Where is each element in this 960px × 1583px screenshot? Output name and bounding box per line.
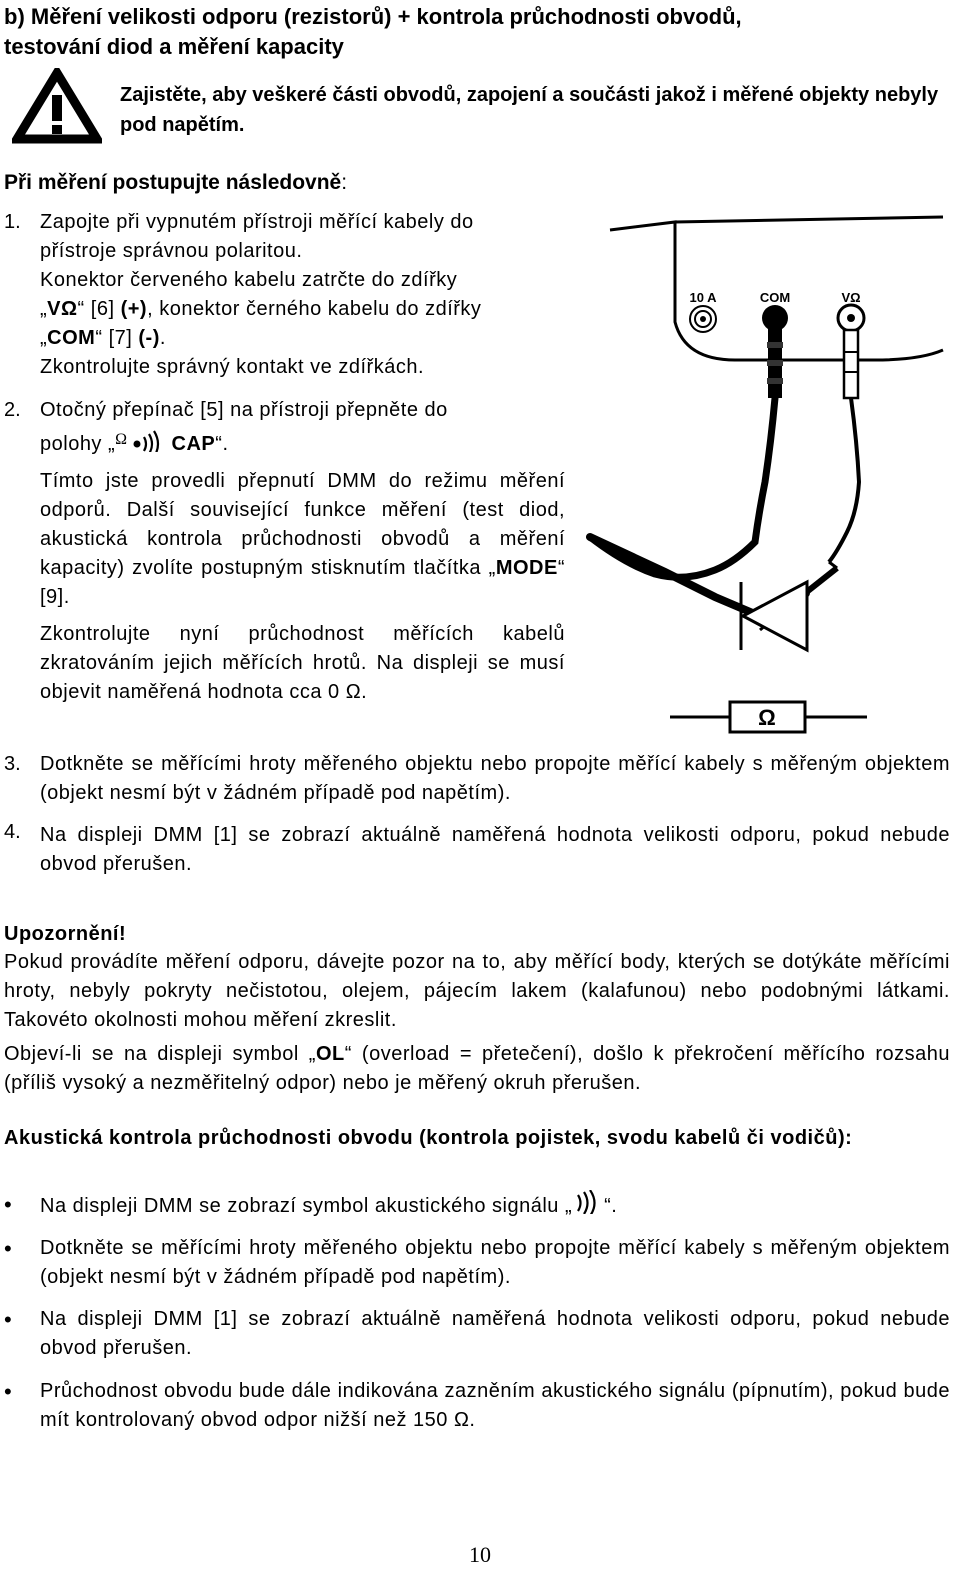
continuity-beep-icon	[132, 430, 166, 452]
step2-para1-text: Tímto jste provedli přepnutí DMM do režimu měření odporů. Další související funkce měření (test diod, akustická kontrola průchodnosti obvodů a měření kapacity) zvolíte postupným stisknutím tlačítka „	[40, 470, 565, 579]
section-title-line1: b) Měření velikosti odporu (rezistorů) + kontrola průchodnosti obvodů,	[4, 4, 742, 29]
bullet-1: •	[4, 1192, 12, 1217]
continuity-heading: Akustická kontrola průchodnosti obvodu (kontrola pojistek, svodu kabelů či vodičů):	[4, 1127, 853, 1149]
vohm-cable	[829, 398, 859, 562]
section-title	[4, 2, 944, 62]
step3-number: 3.	[4, 753, 21, 775]
step2-line2-pre: polohy „	[40, 433, 116, 455]
step2-line1: Otočný přepínač [5] na přístroji přepněte do	[40, 399, 448, 421]
warning-text: Zajistěte, aby veškeré části obvodů, zapojení a součásti jakož i měřené objekty nebyly pod napětím.	[120, 84, 939, 136]
step2-line2	[40, 425, 565, 459]
step1-line6: Zkontrolujte správný kontakt ve zdířkách.	[40, 356, 424, 378]
black-probe	[590, 537, 755, 614]
jack-label-vohm: VΩ	[841, 290, 861, 305]
step2-number: 2.	[4, 399, 21, 421]
diode-symbol	[743, 582, 807, 650]
com-jack-label: COM	[47, 327, 96, 349]
step2-line2-end: “.	[215, 433, 229, 455]
notice-para2	[4, 1040, 950, 1098]
step2-text	[40, 396, 565, 707]
polarity-minus: (-)	[138, 327, 160, 349]
step1-line2: přístroje správnou polaritou.	[40, 240, 303, 262]
step4-text: Na displeji DMM [1] se zobrazí aktuálně naměřená hodnota velikosti odporu, pokud nebude obvod přerušen.	[40, 824, 950, 875]
overload-symbol: OL	[315, 1043, 345, 1065]
step4-number: 4.	[4, 821, 21, 843]
meter-top-edge	[675, 217, 943, 222]
bullet-3: •	[4, 1307, 12, 1332]
step2-para2: Zkontrolujte nyní průchodnost měřících kabelů zkratováním jejich měřících hrotů. Na displeji se musí objevit naměřená hodnota cca 0 Ω.	[40, 623, 565, 703]
vohm-jack-label: VΩ	[47, 298, 78, 320]
quote-close: “	[77, 298, 85, 320]
bullet-2: •	[4, 1236, 12, 1261]
bullet1-post: “.	[604, 1195, 618, 1217]
step1-text	[40, 208, 570, 382]
notice-para1: Pokud provádíte měření odporu, dávejte pozor na to, aby měřící body, kterých se dotýkáte měřícími hroty, nebyly pokryty nečistotou, olejem, pájecím lakem (kalafunou) nebo podobnými látkami. Takovéto okolnosti mohou měření zkreslit.	[4, 951, 950, 1031]
continuity-bullet-4: Průchodnost obvodu bude dále indikována zazněním akustického signálu (pípnutím), pokud bude mít kontrolovaný obvod odpor nižší než 150 Ω.	[40, 1380, 950, 1431]
step1-number: 1.	[4, 211, 21, 233]
notice-heading: Upozornění!	[4, 923, 127, 945]
notice-para2-pre: Objeví-li se na displeji symbol „	[4, 1043, 316, 1065]
polarity-plus: (+)	[120, 298, 148, 320]
step1-line4	[40, 295, 570, 324]
section-title-line2: testování diod a měření kapacity	[4, 34, 344, 59]
cap-label: CAP	[171, 433, 216, 455]
quote-open: „	[40, 298, 48, 320]
jack-label-10a: 10 A	[689, 290, 717, 305]
notice-para2-post: “ (overload = přetečení), došlo k překročení měřícího rozsahu (příliš vysoký a nezměřitelný odpor) nebo je měřený okruh přerušen.	[4, 1043, 950, 1094]
step1-line3: Konektor červeného kabelu zatrčte do zdířky	[40, 269, 458, 291]
ohm-symbol: Ω	[115, 431, 128, 448]
mode-button-label: MODE	[495, 557, 558, 579]
quote-open: „	[40, 327, 48, 349]
procedure-heading-text: Při měření postupujte následovně	[4, 171, 342, 194]
ref-7: [7]	[102, 327, 139, 349]
measurement-figure	[575, 212, 955, 742]
page-number: 10	[469, 1542, 491, 1567]
ref-6: [6]	[84, 298, 121, 320]
continuity-bullet-1	[40, 1190, 950, 1221]
bullet1-pre: Na displeji DMM se zobrazí symbol akustického signálu „	[40, 1195, 573, 1217]
warning-triangle-icon	[12, 68, 102, 144]
step1-line5-end: .	[159, 327, 166, 349]
step2-para1-end: “ [9].	[40, 557, 565, 608]
procedure-heading-colon: :	[341, 171, 348, 194]
step1-line1: Zapojte při vypnutém přístroji měřící kabely do	[40, 211, 474, 233]
continuity-bullet-2: Dotkněte se měřícími hroty měřeného objektu nebo propojte měřící kabely s měřeným objektem (objekt nesmí být v žádném případě pod napětím).	[40, 1237, 950, 1288]
step2-para1	[40, 467, 565, 612]
continuity-bullet-3: Na displeji DMM [1] se zobrazí aktuálně naměřená hodnota velikosti odporu, pokud nebude obvod přerušen.	[40, 1308, 950, 1359]
jack-label-com: COM	[759, 290, 791, 305]
procedure-heading	[4, 168, 347, 198]
step1-line4-rest: , konektor černého kabelu do zdířky	[147, 298, 482, 320]
resistor-ohm-symbol: Ω	[758, 705, 776, 730]
step3-text: Dotkněte se měřícími hroty měřeného objektu nebo propojte měřící kabely s měřeným objektem (objekt nesmí být v žádném případě pod napětím).	[40, 753, 950, 804]
step1-line5	[40, 324, 570, 353]
quote-close: “	[95, 327, 103, 349]
bullet-4: •	[4, 1379, 12, 1404]
beep-icon	[574, 1190, 602, 1214]
